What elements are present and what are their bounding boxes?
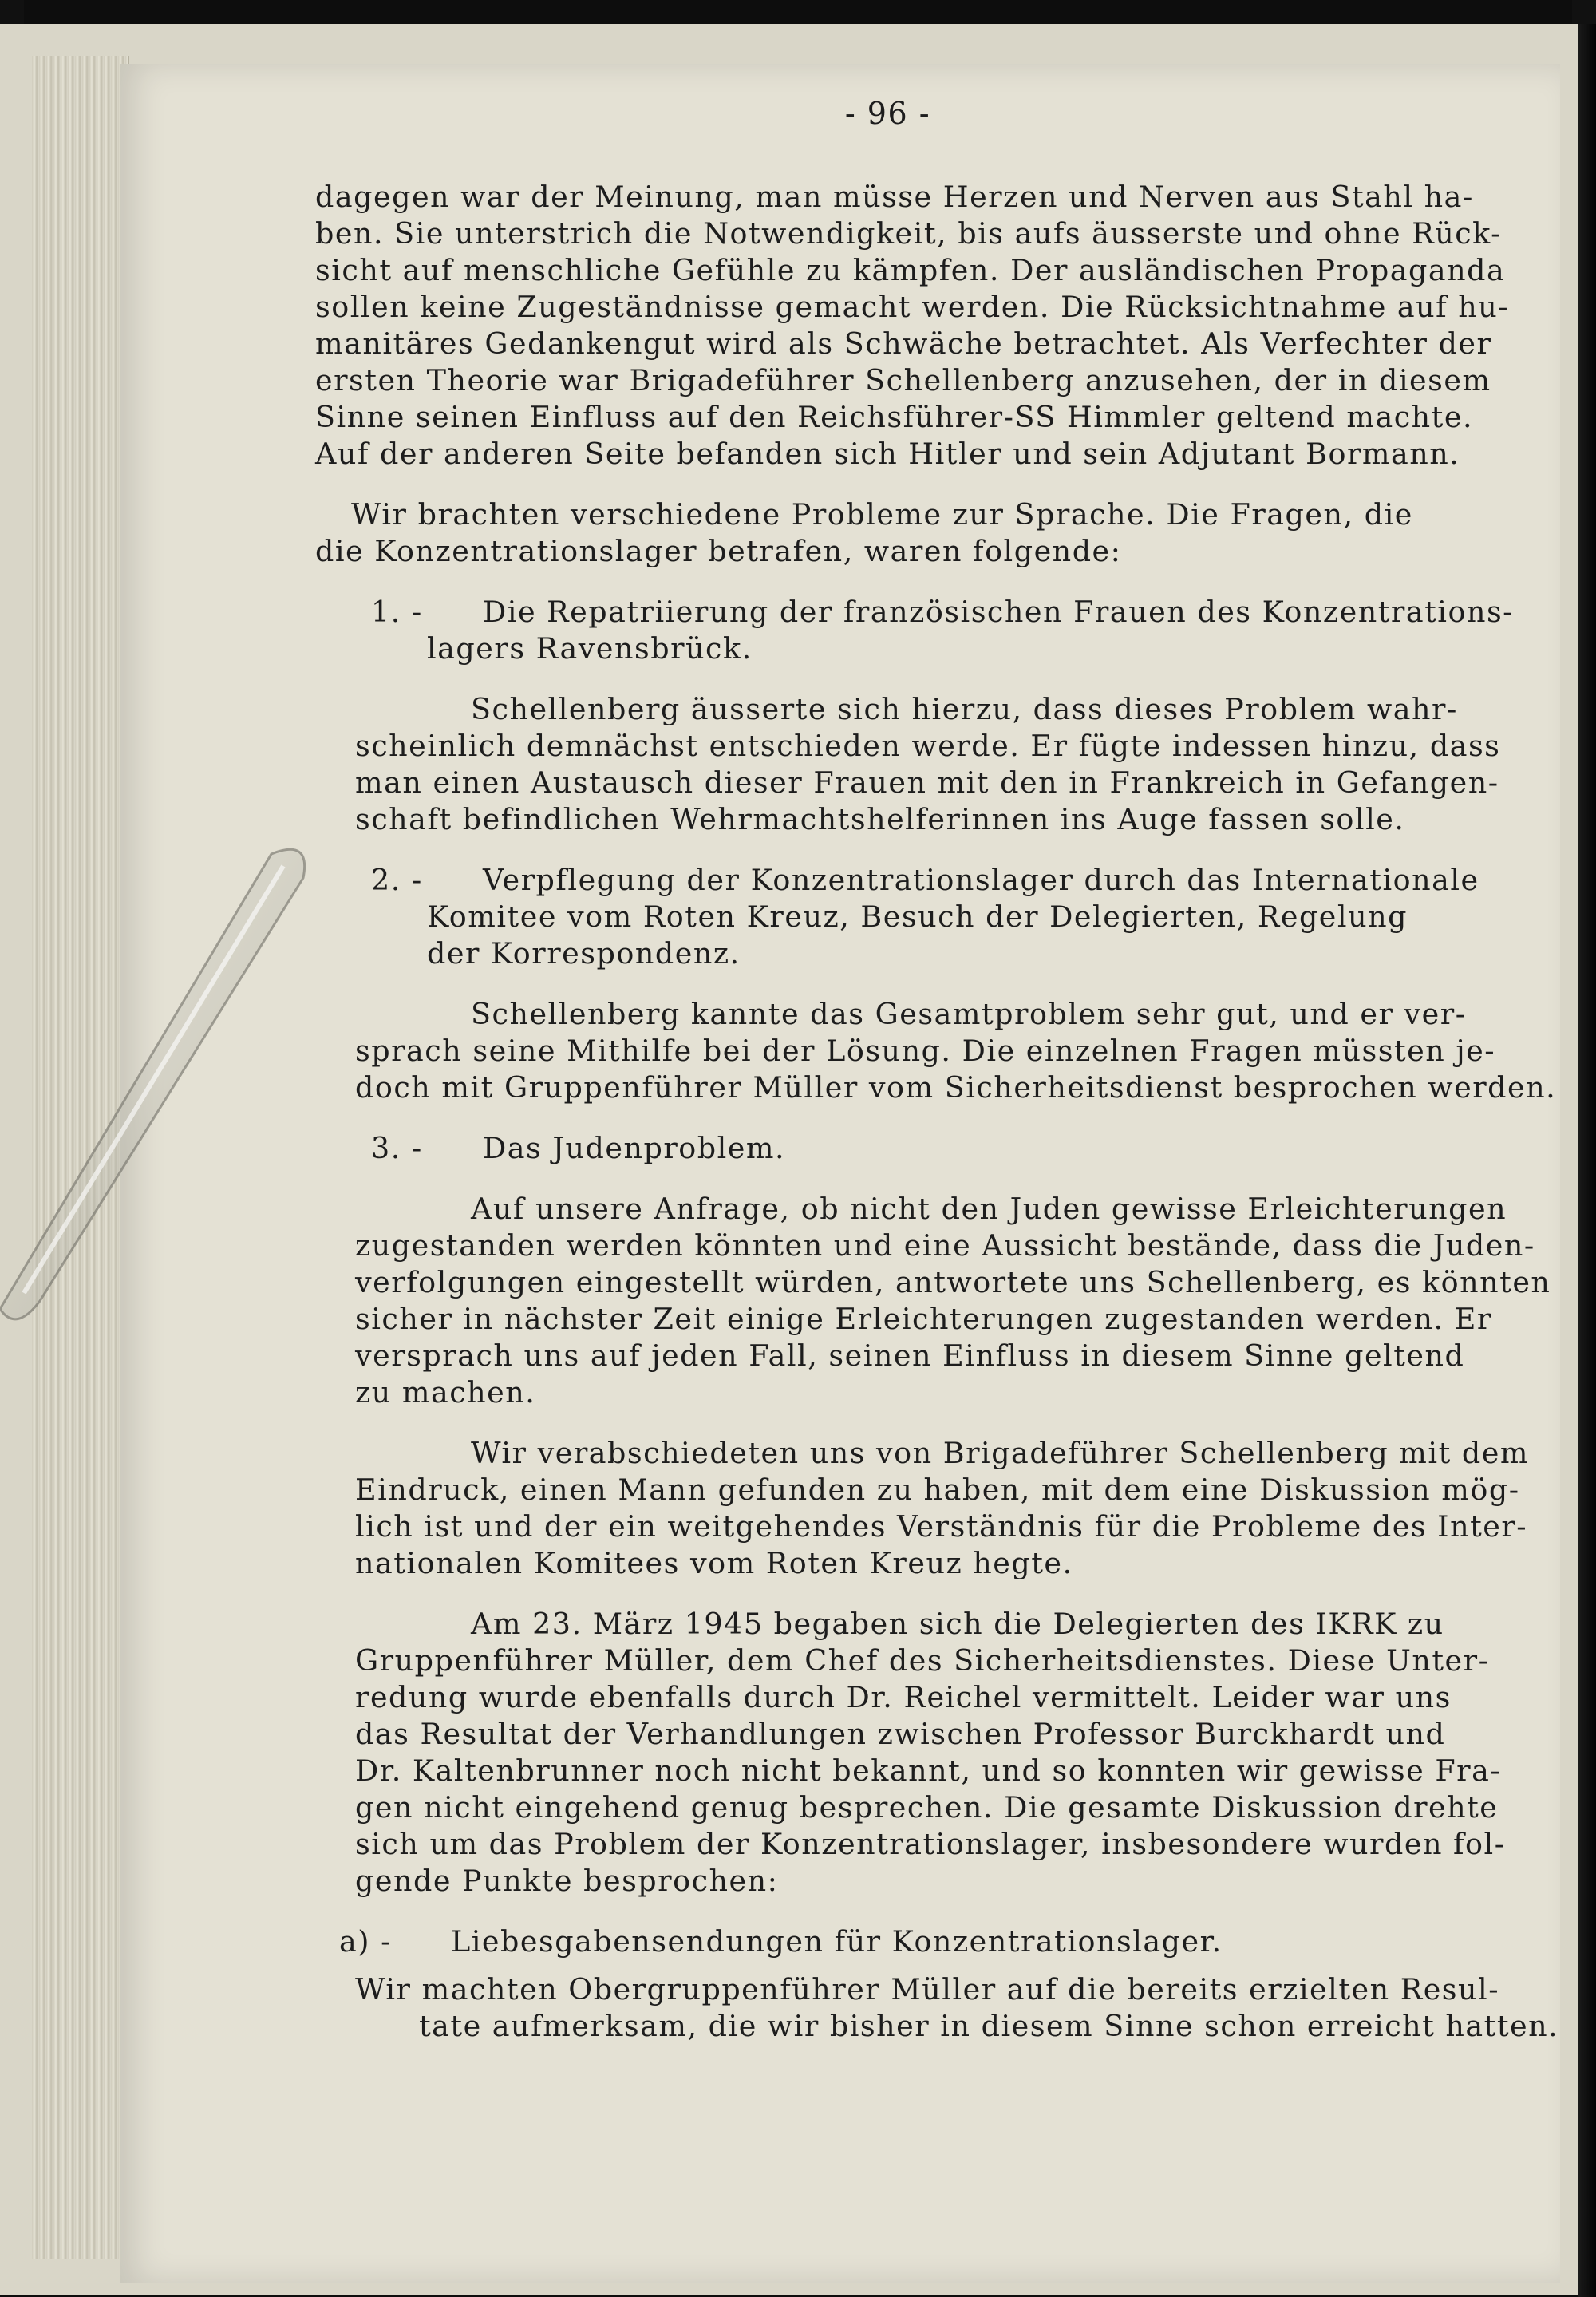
item-number: 3. -: [371, 1131, 423, 1165]
text-line: tate aufmerksam, die wir bisher in diesem Sinne schon erreicht hatten.: [419, 2009, 1559, 2043]
item-2: [315, 862, 1564, 1106]
text-line: sollen keine Zugeständnisse gemacht werden. Die Rücksichtnahme auf hu-: [315, 290, 1510, 324]
text-line: manitäres Gedankengut wird als Schwäche betrachtet. Als Verfechter der: [315, 326, 1492, 361]
sub-item-title: Liebesgabensendungen für Konzentrationslager.: [451, 1924, 1223, 1959]
page-number: - 96 -: [844, 96, 931, 131]
item-title: Das Judenproblem.: [483, 1131, 786, 1165]
text-line: Wir machten Obergruppenführer Müller auf die bereits erzielten Resul-: [355, 1972, 1500, 2006]
binding-edge: [1578, 0, 1596, 2297]
item-number: 2. -: [371, 863, 423, 897]
text-line: lich ist und der ein weitgehendes Verständnis für die Probleme des Inter-: [355, 1509, 1528, 1544]
text-line: schaft befindlichen Wehrmachtshelferinnen ins Auge fassen solle.: [355, 802, 1405, 836]
item-title: Verpflegung der Konzentrationslager durch das Internationale: [483, 863, 1479, 897]
paragraph-3: [315, 1435, 1564, 1582]
item-title: Die Repatriierung der französischen Frauen des Konzentrations-: [483, 595, 1515, 629]
text-line: Schellenberg äusserte sich hierzu, dass dieses Problem wahr-: [471, 692, 1458, 726]
corner-mark: [0, 0, 24, 24]
text-line: gende Punkte besprochen:: [355, 1864, 779, 1898]
text-line: sicht auf menschliche Gefühle zu kämpfen. Der ausländischen Propaganda: [315, 253, 1506, 287]
text-line: Eindruck, einen Mann gefunden zu haben, mit dem eine Diskussion mög-: [355, 1473, 1520, 1507]
item-number: 1. -: [371, 595, 423, 629]
text-line: Auf unsere Anfrage, ob nicht den Juden gewisse Erleichterungen: [471, 1192, 1507, 1226]
text-line: Wir verabschiedeten uns von Brigadeführer Schellenberg mit dem: [471, 1436, 1529, 1470]
sub-item-a: [315, 1923, 1564, 2045]
text-line: sicher in nächster Zeit einige Erleichterungen zugestanden werden. Er: [355, 1302, 1492, 1336]
text-line: Gruppenführer Müller, dem Chef des Sicherheitsdienstes. Diese Unter-: [355, 1643, 1490, 1678]
text-line: sich um das Problem der Konzentrationslager, insbesondere wurden fol-: [355, 1827, 1506, 1861]
text-line: verfolgungen eingestellt würden, antwortete uns Schellenberg, es könnten: [355, 1265, 1551, 1299]
text-line: die Konzentrationslager betrafen, waren folgende:: [315, 534, 1122, 568]
paragraph-1: [315, 179, 1564, 472]
text-line: ben. Sie unterstrich die Notwendigkeit, bis aufs äusserste und ohne Rück-: [315, 216, 1502, 251]
item-title: Komitee vom Roten Kreuz, Besuch der Delegierten, Regelung: [427, 899, 1408, 934]
item-title: der Korrespondenz.: [427, 936, 741, 971]
text-line: versprach uns auf jeden Fall, seinen Einfluss in diesem Sinne geltend: [355, 1338, 1465, 1373]
page-stack-edge: [32, 56, 129, 2259]
text-line: doch mit Gruppenführer Müller vom Sicherheitsdienst besprochen werden.: [355, 1070, 1557, 1105]
corner-mark: [1572, 0, 1596, 24]
text-line: zu machen.: [355, 1375, 536, 1409]
text-line: das Resultat der Verhandlungen zwischen Professor Burckhardt und: [355, 1717, 1446, 1751]
text-line: Schellenberg kannte das Gesamtproblem sehr gut, und er ver-: [471, 997, 1467, 1031]
text-line: dagegen war der Meinung, man müsse Herzen und Nerven aus Stahl ha-: [315, 180, 1474, 214]
item-1: [315, 594, 1564, 838]
text-line: man einen Austausch dieser Frauen mit den in Frankreich in Gefangen-: [355, 765, 1499, 800]
text-line: Dr. Kaltenbrunner noch nicht bekannt, und so konnten wir gewisse Fra-: [355, 1753, 1502, 1788]
text-line: Sinne seinen Einfluss auf den Reichsführer-SS Himmler geltend machte.: [315, 400, 1474, 434]
item-3: [315, 1130, 1564, 1411]
sub-item-label: a) -: [339, 1924, 392, 1959]
text-line: gen nicht eingehend genug besprechen. Die gesamte Diskussion drehte: [355, 1790, 1499, 1825]
item-title: lagers Ravensbrück.: [427, 631, 753, 666]
text-line: Auf der anderen Seite befanden sich Hitler und sein Adjutant Bormann.: [315, 437, 1460, 471]
text-line: redung wurde ebenfalls durch Dr. Reichel vermittelt. Leider war uns: [355, 1680, 1452, 1714]
page-text: [315, 96, 1564, 2045]
text-line: nationalen Komitees vom Roten Kreuz hegte.: [355, 1546, 1073, 1580]
text-line: scheinlich demnächst entschieden werde. Er fügte indessen hinzu, dass: [355, 729, 1501, 763]
text-line: zugestanden werden könnten und eine Aussicht bestände, dass die Juden-: [355, 1228, 1535, 1263]
paragraph-2: [315, 496, 1564, 570]
text-line: ersten Theorie war Brigadeführer Schellenberg anzusehen, der in diesem: [315, 363, 1491, 397]
text-line: Am 23. März 1945 begaben sich die Delegierten des IKRK zu: [471, 1607, 1444, 1641]
text-line: Wir brachten verschiedene Probleme zur Sprache. Die Fragen, die: [351, 497, 1413, 532]
paragraph-4: [315, 1606, 1564, 1900]
text-line: sprach seine Mithilfe bei der Lösung. Die einzelnen Fragen müssten je-: [355, 1034, 1496, 1068]
